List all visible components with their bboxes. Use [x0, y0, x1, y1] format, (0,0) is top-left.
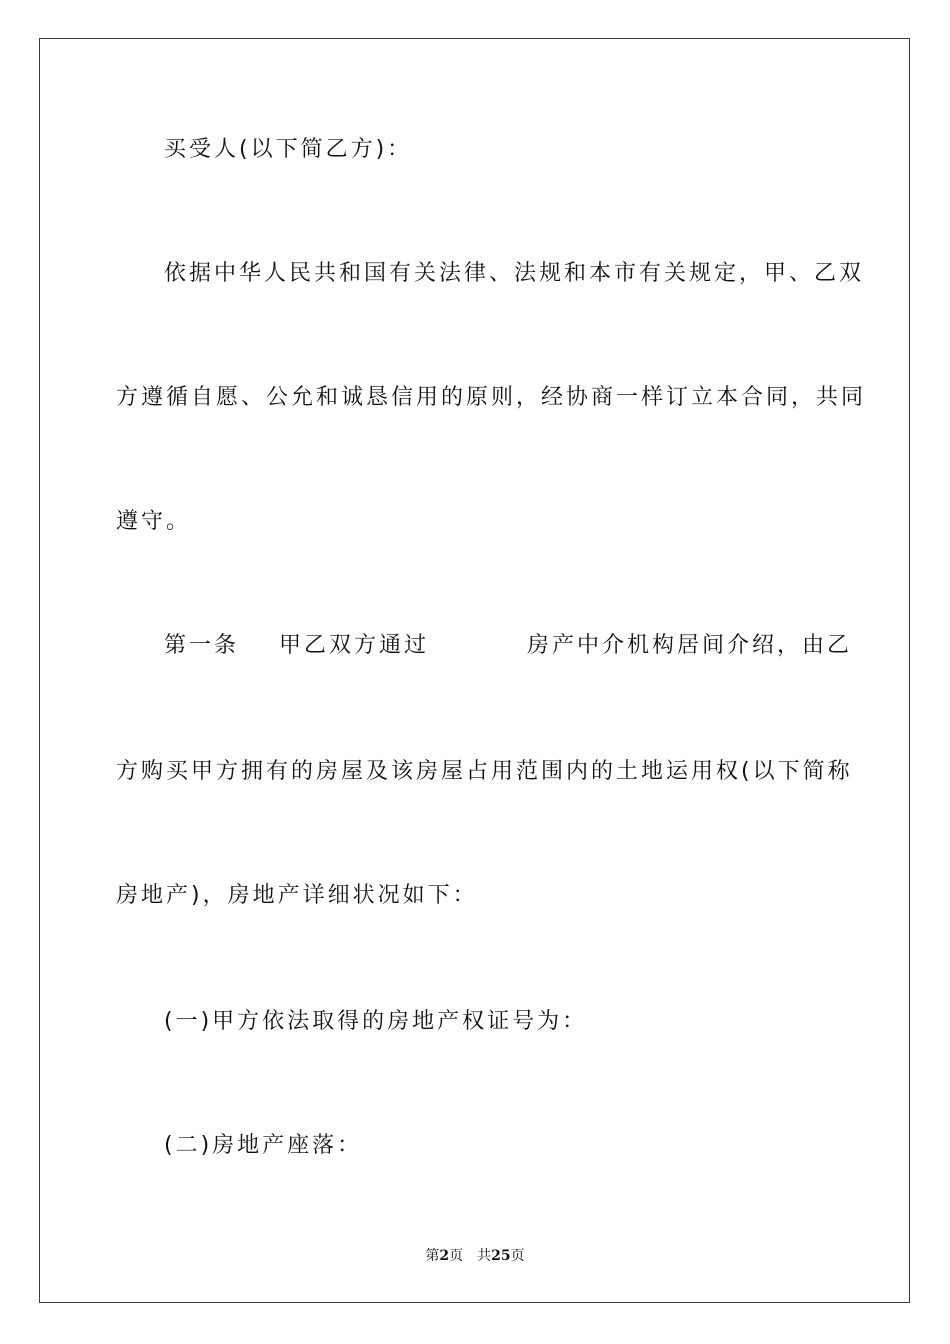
- buyer-line: 买受人(以下简乙方)：: [164, 137, 413, 162]
- total-pages: 25: [491, 1248, 511, 1264]
- total-prefix: 共: [477, 1248, 492, 1264]
- total-suffix: 页: [510, 1248, 525, 1264]
- paragraph-line: 方遵循自愿、公允和诚恳信用的原则，经协商一样订立本合同，共同: [116, 385, 867, 410]
- article-1-label: 第一条: [164, 633, 240, 658]
- page-number: 2: [439, 1248, 450, 1264]
- page-suffix: 页: [449, 1248, 464, 1264]
- paragraph-line: 房地产)，房地产详细状况如下：: [116, 883, 478, 908]
- article-1-text-a: 甲乙双方通过: [279, 633, 430, 658]
- article-1-text-b: 房产中介机构居间介绍，由乙: [527, 633, 853, 658]
- paragraph-line: 依据中华人民共和国有关法律、法规和本市有关规定，甲、乙双: [164, 261, 865, 286]
- paragraph-line: 方购买甲方拥有的房屋及该房屋占用范围内的土地运用权(以下简称: [116, 759, 853, 784]
- clause-1-line: (一)甲方依法取得的房地产权证号为：: [164, 1009, 588, 1034]
- page-footer: [0, 1247, 950, 1265]
- page-prefix: 第: [425, 1248, 440, 1264]
- paragraph-line: 遵守。: [116, 509, 192, 534]
- page-border: [39, 38, 910, 1303]
- clause-2-line: (二)房地产座落：: [164, 1133, 363, 1158]
- article-1-line: [164, 632, 852, 660]
